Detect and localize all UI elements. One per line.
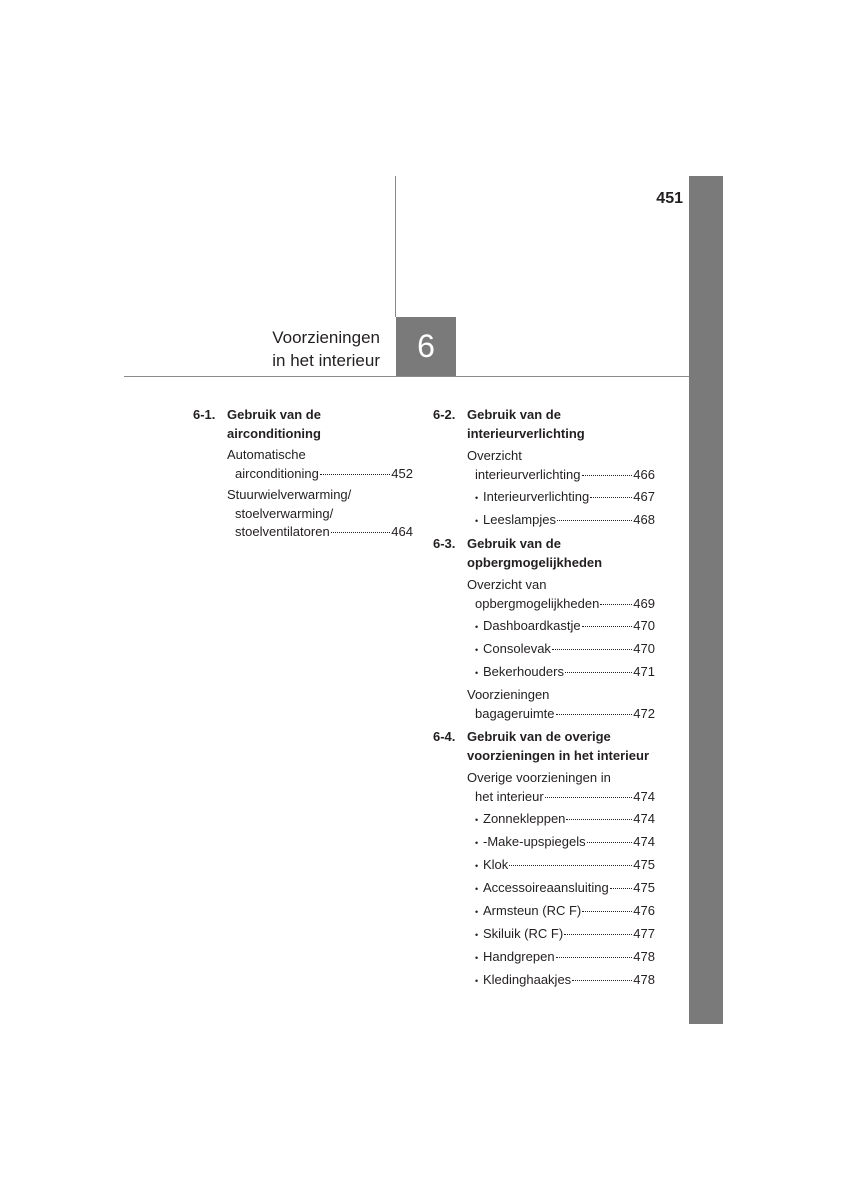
page-ref: 478 (633, 971, 655, 987)
toc-sublink[interactable]: Armsteun (RC F) (483, 902, 582, 918)
page-ref: 470 (633, 640, 655, 656)
section-title-line: Gebruik van de (467, 536, 561, 551)
toc-entry-text: Overzicht (467, 448, 522, 463)
toc-subentry (467, 879, 655, 899)
bullet-icon: • (475, 644, 479, 655)
page-ref: 476 (633, 902, 655, 918)
toc-entry-text: Voorzieningen (467, 687, 550, 702)
page-ref: 470 (633, 617, 655, 633)
toc-sublink[interactable]: Zonnekleppen (483, 810, 566, 826)
section-title (227, 406, 413, 443)
dot-leader (582, 475, 633, 476)
dot-leader (320, 474, 390, 475)
toc-entry (467, 686, 655, 723)
section-title-line: Gebruik van de (467, 407, 561, 422)
dot-leader (572, 980, 632, 981)
toc-entry (467, 576, 655, 682)
page-ref: 452 (391, 465, 413, 481)
dot-leader (556, 957, 633, 958)
toc-subentry (467, 617, 655, 637)
toc-entry-text: Overige voorzieningen in (467, 770, 611, 785)
toc-entry-text: Stuurwielverwarming/ (227, 487, 352, 502)
toc-entry-text: Automatische (227, 447, 306, 462)
page-ref: 468 (633, 511, 655, 527)
toc-link[interactable]: stoelventilatoren (235, 524, 330, 539)
dot-leader (564, 934, 632, 935)
dot-leader (557, 520, 632, 521)
toc-sublink[interactable]: Kledinghaakjes (483, 971, 572, 987)
bullet-icon: • (475, 883, 479, 894)
dot-leader (600, 604, 632, 605)
dot-leader (566, 819, 632, 820)
bullet-icon: • (475, 837, 479, 848)
toc-sublink[interactable]: Leeslampjes (483, 511, 556, 527)
page-ref: 467 (633, 488, 655, 504)
toc-subentry (467, 488, 655, 508)
bullet-icon: • (475, 929, 479, 940)
page-ref: 475 (633, 879, 655, 895)
page-ref: 477 (633, 925, 655, 941)
page-ref: 474 (633, 833, 655, 849)
toc-subentry (467, 663, 655, 683)
header-vertical-rule (395, 176, 396, 317)
section-title (467, 406, 655, 443)
dot-leader (556, 714, 633, 715)
bullet-icon: • (475, 667, 479, 678)
chapter-title-line1: Voorzieningen (272, 328, 380, 347)
toc-subentry (467, 971, 655, 991)
page-ref: 474 (633, 788, 655, 804)
toc-entry (467, 447, 655, 530)
toc-entry-text: stoelverwarming/ (235, 505, 334, 521)
toc-sublink[interactable]: -Make-upspiegels (483, 833, 586, 849)
toc-entry-line (227, 465, 413, 484)
toc-subentry (467, 902, 655, 922)
bullet-icon: • (475, 860, 479, 871)
toc-link[interactable]: het interieur (475, 788, 544, 804)
chapter-number: 6 (417, 328, 435, 364)
toc-section (433, 728, 655, 990)
toc-subentry (467, 925, 655, 945)
header-horizontal-rule (124, 376, 689, 377)
page-ref: 471 (633, 663, 655, 679)
dot-leader (552, 649, 632, 650)
page-ref: 478 (633, 948, 655, 964)
page-ref: 472 (633, 705, 655, 721)
toc-sublink[interactable]: Consolevak (483, 640, 551, 656)
toc-section (433, 535, 655, 723)
dot-leader (582, 911, 632, 912)
bullet-icon: • (475, 952, 479, 963)
dot-leader (582, 626, 633, 627)
toc-subentry (467, 511, 655, 531)
toc-entry-line (467, 705, 655, 724)
page-ref: 464 (391, 524, 413, 539)
section-number: 6-2. (433, 407, 456, 422)
toc-entry (227, 446, 413, 483)
section-title (467, 728, 655, 765)
toc-subentry (467, 810, 655, 830)
dot-leader (509, 865, 632, 866)
toc-subentry (467, 833, 655, 853)
toc-entry-text: Overzicht van (467, 577, 547, 592)
dot-leader (587, 842, 633, 843)
section-title-line: Gebruik van de overige (467, 729, 611, 744)
page-ref: 475 (633, 856, 655, 872)
toc-entry-line (467, 788, 655, 807)
chapter-title-line2: in het interieur (272, 351, 380, 370)
section-title (467, 535, 655, 572)
toc-section (193, 406, 413, 542)
toc-sublink[interactable]: Dashboardkastje (483, 617, 581, 633)
toc-entry-line (227, 523, 413, 542)
section-title-line: Gebruik van de airconditioning (227, 407, 321, 441)
toc-sublink[interactable]: Bekerhouders (483, 663, 564, 679)
toc-entry-line (467, 466, 655, 485)
section-title-line: opbergmogelijkheden (467, 554, 603, 570)
page-ref: 466 (633, 466, 655, 482)
toc-subentry (467, 948, 655, 968)
toc-entry-line (467, 595, 655, 614)
toc-link[interactable]: opbergmogelijkheden (475, 595, 600, 611)
section-number: 6-4. (433, 729, 456, 744)
dot-leader (545, 797, 633, 798)
bullet-icon: • (475, 492, 479, 503)
bullet-icon: • (475, 515, 479, 526)
toc-sublink[interactable]: Accessoireaansluiting (483, 879, 609, 895)
dot-leader (331, 532, 391, 533)
toc-sublink[interactable]: Interieurverlichting (483, 488, 590, 504)
toc-column-left (193, 406, 413, 542)
toc-entry (467, 769, 655, 990)
bullet-icon: • (475, 621, 479, 632)
toc-sublink[interactable]: Handgrepen (483, 948, 555, 964)
toc-section (433, 406, 655, 530)
bullet-icon: • (475, 975, 479, 986)
toc-link[interactable]: interieurverlichting (475, 466, 581, 482)
toc-entry (227, 486, 413, 542)
chapter-number-box (396, 317, 456, 376)
bullet-icon: • (475, 906, 479, 917)
toc-subentry (467, 856, 655, 876)
toc-subentry (467, 640, 655, 660)
dot-leader (610, 888, 633, 889)
toc-link[interactable]: airconditioning (235, 465, 319, 481)
toc-sublink[interactable]: Skiluik (RC F) (483, 925, 564, 941)
section-title-line: voorzieningen in het interieur (467, 747, 650, 763)
toc-column-right (433, 406, 655, 990)
page-ref: 469 (633, 595, 655, 611)
bullet-icon: • (475, 814, 479, 825)
section-title-line: interieurverlichting (467, 425, 585, 441)
page-number: 451 (656, 190, 683, 207)
section-number: 6-1. (193, 407, 216, 422)
chapter-title (190, 326, 380, 372)
toc-sublink[interactable]: Klok (483, 856, 509, 872)
chapter-side-tab (689, 176, 723, 1024)
dot-leader (565, 672, 632, 673)
dot-leader (590, 497, 632, 498)
toc-link[interactable]: bagageruimte (475, 705, 555, 721)
page-ref: 474 (633, 810, 655, 826)
section-number: 6-3. (433, 536, 456, 551)
